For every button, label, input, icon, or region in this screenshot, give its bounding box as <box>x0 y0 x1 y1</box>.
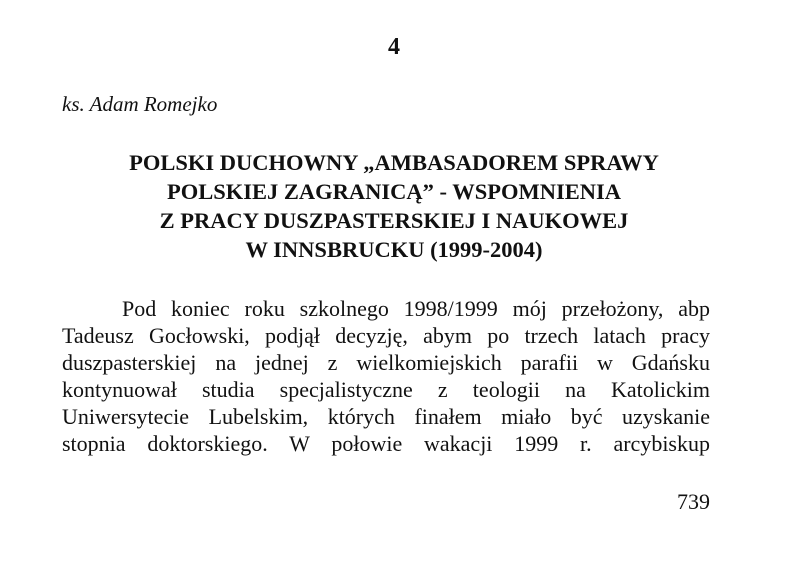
body-line: stopnia doktorskiego. W połowie wakacji 1999 r. arcybiskup <box>62 431 710 456</box>
body-line: kontynuował studia specjalistyczne z teologii na Katolickim <box>62 377 710 402</box>
body-line: Pod koniec roku szkolnego 1998/1999 mój przełożony, abp <box>122 296 710 321</box>
page-number-bottom: 739 <box>677 489 710 514</box>
article-title <box>0 148 788 264</box>
body-line: Uniwersytecie Lubelskim, których finałem miało być uzyskanie <box>62 404 710 429</box>
title-line: POLSKI DUCHOWNY „AMBASADOREM SPRAWY <box>129 150 659 175</box>
body-line: Tadeusz Gocłowski, podjął decyzję, abym po trzech latach pracy <box>62 323 710 348</box>
title-line: POLSKIEJ ZAGRANICĄ” - WSPOMNIENIA <box>166 179 621 204</box>
page-number-top: 4 <box>388 34 400 60</box>
title-line: W INNSBRUCKU (1999-2004) <box>245 237 543 262</box>
author-name: ks. Adam Romejko <box>62 92 218 116</box>
body-paragraph <box>62 295 710 457</box>
title-line: Z PRACY DUSZPASTERSKIEJ I NAUKOWEJ <box>159 208 629 233</box>
body-line: duszpasterskiej na jednej z wielkomiejskich parafii w Gdańsku <box>62 350 710 375</box>
